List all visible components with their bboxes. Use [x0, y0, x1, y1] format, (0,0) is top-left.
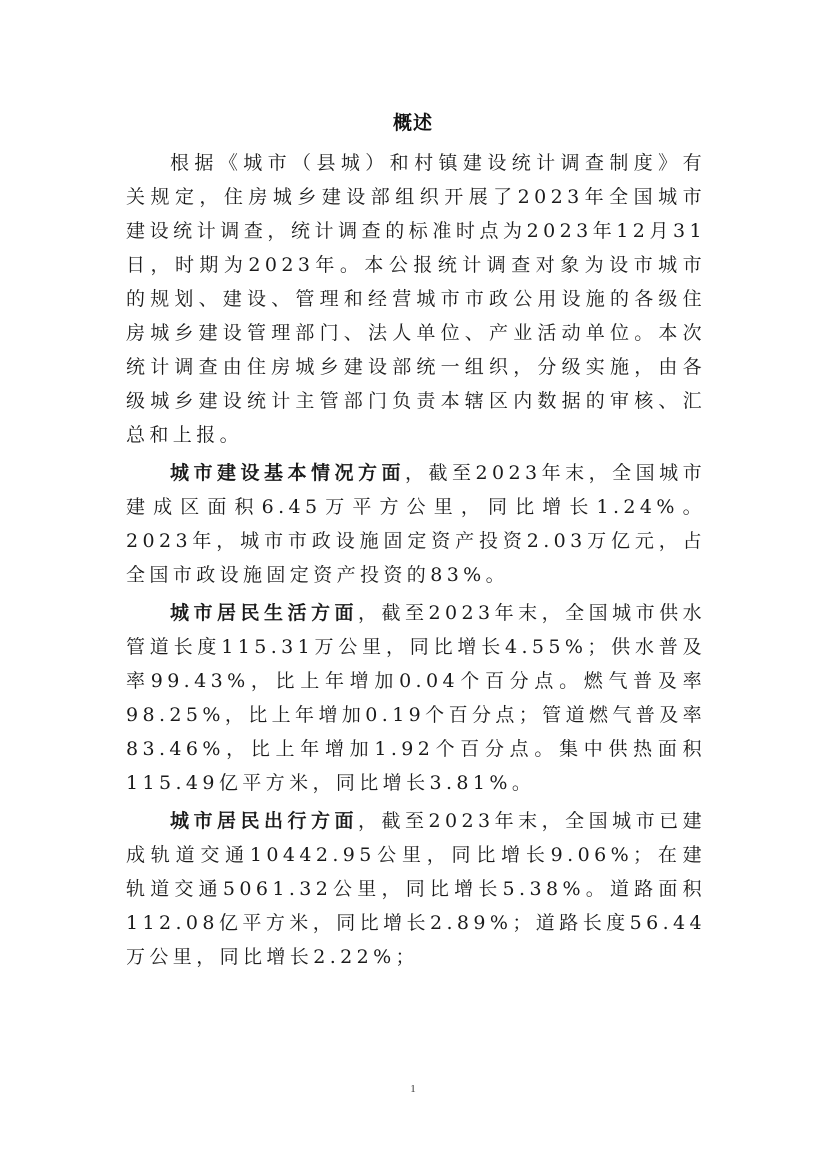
- paragraph-resident-travel: [126, 804, 706, 974]
- paragraph-text: ，截至2023年末，全国城市已建成轨道交通10442.95公里，同比增长9.06%；在建轨道交通5061.32公里，同比增长5.38%。道路面积112.08亿平方米，同比增长2.89%；道路长度56.44万公里，同比增长2.22%；: [126, 810, 706, 968]
- paragraph-lead: 城市居民生活方面: [170, 602, 359, 624]
- paragraph-city-construction: [126, 456, 706, 592]
- paragraph-text: ，截至2023年末，全国城市供水管道长度115.31万公里，同比增长4.55%；供水普及率99.43%，比上年增加0.04个百分点。燃气普及率98.25%，比上年增加0.19个百分点；管道燃气普及率83.46%，比上年增加1.92个百分点。集中供热面积115.49亿平方米，同比增长3.81%。: [126, 602, 706, 794]
- paragraph-text: 根据《城市（县城）和村镇建设统计调查制度》有关规定，住房城乡建设部组织开展了2023年全国城市建设统计调查，统计调查的标准时点为2023年12月31日，时期为2023年。本公报统计调查对象为设市城市的规划、建设、管理和经营城市市政公用设施的各级住房城乡建设管理部门、法人单位、产业活动单位。本次统计调查由住房城乡建设部统一组织，分级实施，由各级城乡建设统计主管部门负责本辖区内数据的审核、汇总和上报。: [126, 152, 706, 446]
- paragraph-lead: 城市建设基本情况方面: [170, 462, 406, 484]
- page-number: 1: [410, 1083, 416, 1095]
- page-title: 概述: [392, 112, 433, 134]
- paragraph-resident-life: [126, 596, 706, 800]
- paragraph-intro: [126, 146, 706, 452]
- paragraph-lead: 城市居民出行方面: [170, 810, 359, 832]
- paragraph-text: ，截至2023年末，全国城市建成区面积6.45万平方公里，同比增长1.24%。2023年，城市市政设施固定资产投资2.03万亿元，占全国市政设施固定资产投资的83%。: [126, 462, 706, 586]
- document-body: [126, 146, 706, 974]
